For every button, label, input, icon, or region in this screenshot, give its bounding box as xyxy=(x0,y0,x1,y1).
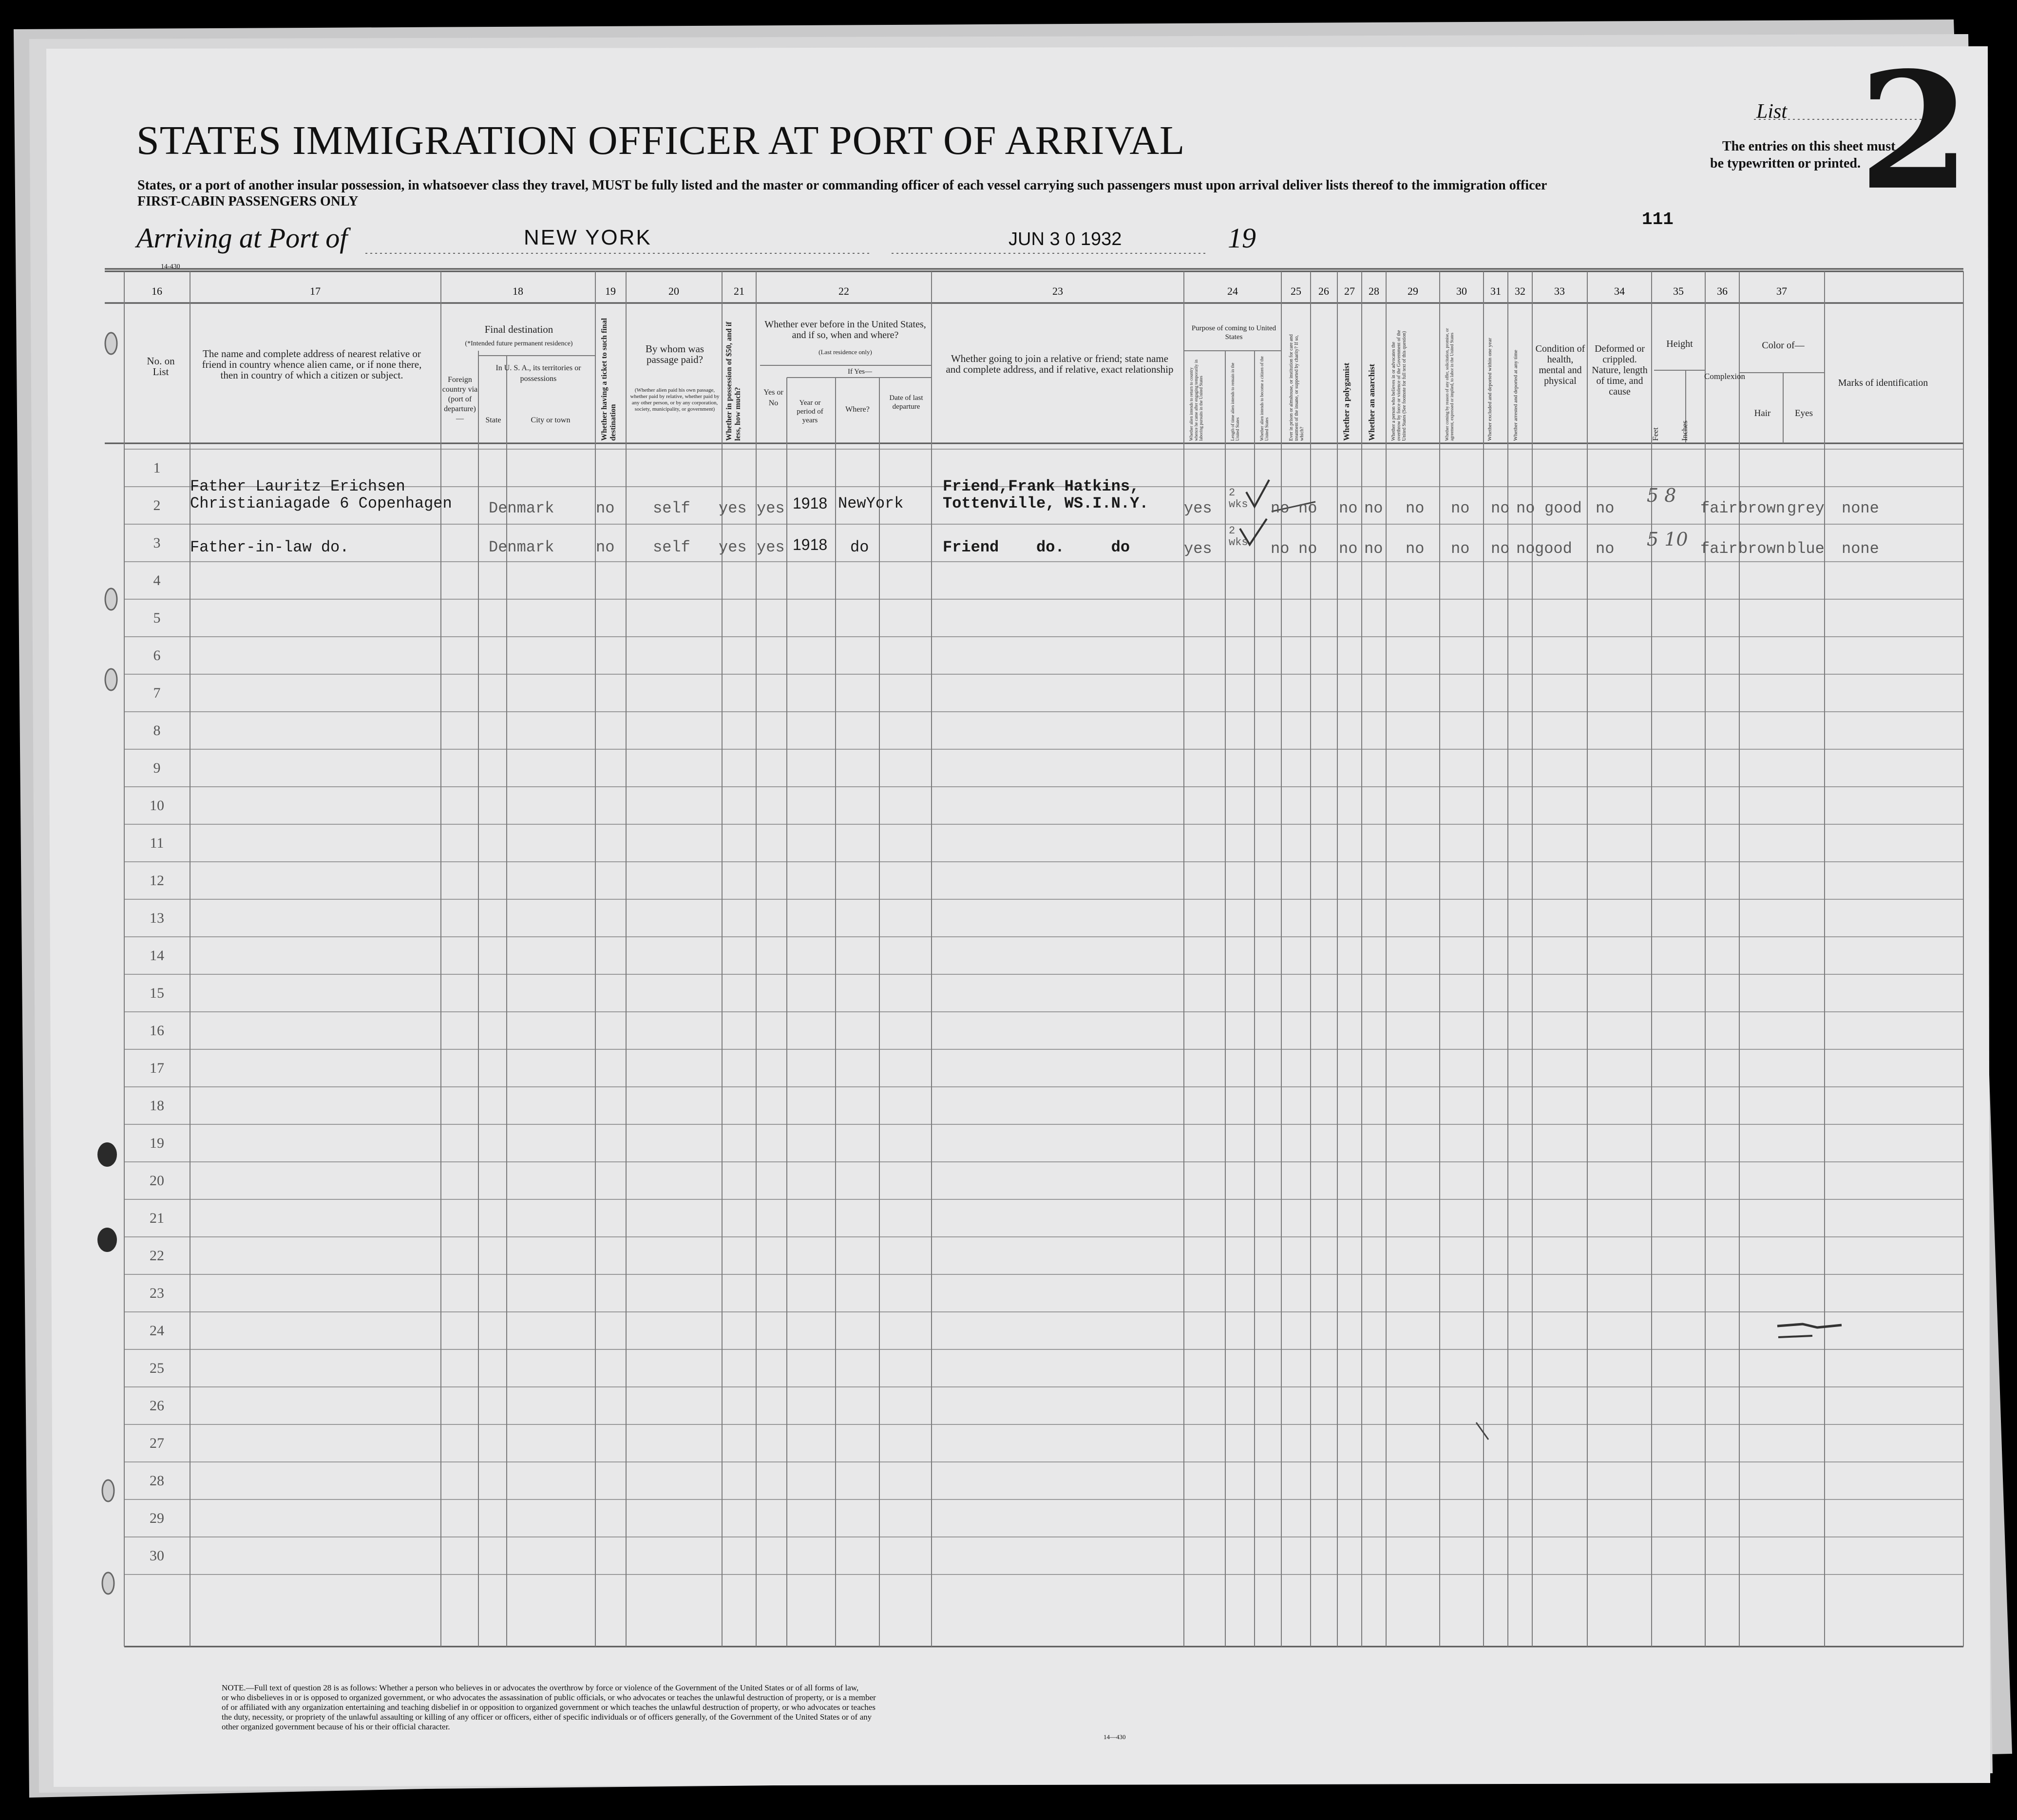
row-2-money: yes xyxy=(719,538,747,556)
heading-where: Where? xyxy=(845,405,870,414)
column-number: 25 xyxy=(1291,285,1301,297)
heading-state: State xyxy=(485,416,501,424)
column-number: 36 xyxy=(1717,285,1728,297)
footnote-line-5: other organized government because of his or their official character. xyxy=(222,1722,450,1731)
column-number: 27 xyxy=(1344,285,1355,297)
row-number: 11 xyxy=(150,835,164,851)
row-1-q28: no xyxy=(1406,499,1425,517)
row-number: 20 xyxy=(150,1173,164,1189)
row-number: 29 xyxy=(150,1510,164,1526)
footer-form-code: 14—430 xyxy=(1104,1733,1126,1741)
row-2-anarchist: no xyxy=(1364,540,1383,558)
row-2-marks: none xyxy=(1842,540,1879,558)
row-1-health: good xyxy=(1544,499,1582,517)
heading-yes-no: Yes or No xyxy=(763,388,783,407)
heading-marks: Marks of identification xyxy=(1838,378,1928,388)
heading-overthrow: Whether a person who believes in or advocates the overthrow by force or violence of the Government of the United States (See footnote for full text of this question) xyxy=(1391,330,1407,441)
page-title: STATES IMMIGRATION OFFICER AT PORT OF ARRIVAL xyxy=(136,118,1185,163)
column-number: 18 xyxy=(513,285,523,297)
row-2-foreign-country: Denmark xyxy=(489,538,554,556)
column-number: 35 xyxy=(1673,285,1684,297)
heading-foreign-country: Foreign country via (port of departure)— xyxy=(442,376,478,423)
column-number: 21 xyxy=(734,285,744,297)
row-number: 12 xyxy=(150,872,164,889)
footnote-line-1: NOTE.—Full text of question 28 is as follows: Whether a person who believes in or advocates the overthrow by force or violence of the Government of the United States or of all forms of law, xyxy=(222,1683,859,1692)
heading-color-of: Color of— xyxy=(1762,340,1805,351)
row-number: 8 xyxy=(153,722,161,739)
row-1-q30: no xyxy=(1491,499,1510,517)
column-number: 23 xyxy=(1052,285,1063,297)
heading-polygamist: Whether a polygamist xyxy=(1342,362,1351,441)
column-number: 30 xyxy=(1456,285,1467,297)
column-number: 22 xyxy=(838,285,849,297)
row-number: 7 xyxy=(153,685,161,701)
row-1-q29: no xyxy=(1451,499,1470,517)
row-2-q31: no xyxy=(1516,540,1535,558)
row-number: 22 xyxy=(150,1248,164,1264)
row-2-before-yes: yes xyxy=(757,538,785,556)
paper-sheet xyxy=(46,46,1990,1787)
row-2-prison: no xyxy=(1298,540,1317,558)
row-1-paid-by: self xyxy=(653,499,690,517)
heading-eyes: Eyes xyxy=(1795,408,1813,418)
heading-passage-paid: By whom was passage paid? xyxy=(645,343,704,365)
row-2-q28: no xyxy=(1406,540,1425,558)
row-number: 23 xyxy=(150,1285,164,1301)
row-2-length: 2 wks xyxy=(1229,525,1248,549)
row-1-q31: no xyxy=(1516,499,1535,517)
column-number: 31 xyxy=(1490,285,1501,297)
arrival-date-stamp: JUN 3 0 1932 xyxy=(1008,229,1122,249)
footnote-line-2: or who disbelieves in or is opposed to organized government, or who advocates the assassination of public officials, or who advocates or teaches the unlawful destruction of property, or is a member xyxy=(222,1693,876,1702)
entries-note-1: The entries on this sheet must xyxy=(1722,139,1896,154)
row-1-relative-name: Father Lauritz Erichsen xyxy=(190,477,405,495)
row-number: 24 xyxy=(150,1323,164,1339)
row-1-joining-address: Tottenville, WS.I.N.Y. xyxy=(943,494,1149,512)
column-number: 34 xyxy=(1614,285,1625,297)
row-2-where: do xyxy=(850,538,869,556)
heading-become-citizen: Whether alien intends to become a citizen of the United States xyxy=(1259,356,1269,441)
row-number: 30 xyxy=(150,1548,164,1564)
passenger-class: FIRST-CABIN PASSENGERS ONLY xyxy=(137,194,359,209)
heading-excluded: Whether excluded and deported within one year xyxy=(1487,338,1493,441)
row-number: 10 xyxy=(150,797,164,814)
heading-arrested: Whether arrested and deported at any time xyxy=(1513,350,1519,441)
heading-going-to-join: Whether going to join a relative or friend; state name and complete address, and if relative, exact relationship xyxy=(946,353,1174,375)
row-1-year: 1918 xyxy=(793,494,828,512)
row-number: 21 xyxy=(150,1210,164,1226)
heading-prison: Ever in prison or almshouse, or institution for care and treatment of the insane, or supported by charity? If so, which? xyxy=(1289,334,1305,441)
column-number: 37 xyxy=(1776,285,1787,297)
page-number: 111 xyxy=(1642,209,1674,229)
heading-final-destination: Final destination xyxy=(484,323,553,335)
row-2-eyes: blue xyxy=(1787,540,1825,558)
heading-in-usa: In U. S. A., its territories or possessions xyxy=(495,364,581,383)
footnote-line-4: the duty, necessity, or propriety of the unlawful assaulting or killing of any officer or officers, either of specific individuals or of officers generally, of the Government of the United States or of any xyxy=(222,1712,872,1722)
heading-city: City or town xyxy=(531,416,571,424)
column-number: 32 xyxy=(1515,285,1525,297)
row-1-height: 5 8 xyxy=(1647,485,1676,506)
row-number: 13 xyxy=(150,910,164,926)
row-1-relative-address: Christianiagade 6 Copenhagen xyxy=(190,494,452,512)
row-number: 16 xyxy=(150,1023,164,1039)
row-1-before-yes: yes xyxy=(757,499,785,517)
heading-before-in-us: Whether ever before in the United States, and if so, when and where? xyxy=(764,319,926,341)
column-number: 26 xyxy=(1318,285,1329,297)
heading-health: Condition of health, mental and physical xyxy=(1535,343,1585,386)
heading-feet: Feet xyxy=(1652,427,1660,441)
row-2-paid-by: self xyxy=(653,538,690,556)
row-2-q29: no xyxy=(1451,540,1470,558)
row-1-polygamist: no xyxy=(1339,499,1358,517)
row-1-joining-name: Friend,Frank Hatkins, xyxy=(943,477,1140,495)
heading-deformed: Deformed or crippled. Nature, length of time, and cause xyxy=(1592,343,1648,397)
column-number: 28 xyxy=(1369,285,1379,297)
row-number: 27 xyxy=(150,1435,164,1451)
row-2-relative: Father-in-law do. xyxy=(190,538,349,556)
row-number: 2 xyxy=(153,497,161,513)
row-number: 15 xyxy=(150,985,164,1001)
row-number: 6 xyxy=(153,647,161,664)
heading-inches: Inches xyxy=(1681,420,1689,441)
row-2-q30: no xyxy=(1491,540,1510,558)
row-2-citizen: no xyxy=(1271,540,1290,558)
row-number: 5 xyxy=(153,610,161,626)
row-2-year: 1918 xyxy=(793,536,828,553)
row-1-foreign-country: Denmark xyxy=(489,499,554,517)
list-label: List xyxy=(1756,100,1788,123)
row-2-return: yes xyxy=(1184,540,1212,558)
heading-fifty-dollars: Whether in possession of $50, and if less, how much? xyxy=(725,322,742,441)
heading-ticket: Whether having a ticket to such final destination xyxy=(600,318,617,441)
heading-hair: Hair xyxy=(1754,408,1771,418)
row-1-return: yes xyxy=(1184,499,1212,517)
row-2-joining: Friend do. do xyxy=(943,538,1130,556)
row-1-citizen: no xyxy=(1271,499,1290,517)
row-1-hair: brown xyxy=(1738,499,1786,517)
row-2-hair: brown xyxy=(1738,540,1786,558)
instructions-line: States, or a port of another insular possession, in whatsoever class they travel, MUST be fully listed and the master or commanding officer of each vessel carrying such passengers must upon arrival deliver lists thereof to the immigration officer xyxy=(137,178,1547,193)
row-2-polygamist: no xyxy=(1339,540,1358,558)
row-2-ticket: no xyxy=(596,538,615,556)
heading-height: Height xyxy=(1666,339,1693,349)
row-1-complexion: fair xyxy=(1700,499,1738,517)
row-number: 4 xyxy=(153,572,161,588)
column-number: 16 xyxy=(152,285,162,297)
row-number: 18 xyxy=(150,1098,164,1114)
row-number: 17 xyxy=(150,1060,164,1076)
list-number-stamp: 2 xyxy=(1859,37,1971,226)
row-number: 3 xyxy=(153,535,161,551)
row-1-prison: no xyxy=(1298,499,1317,517)
row-1-marks: none xyxy=(1842,499,1879,517)
heading-anarchist: Whether an anarchist xyxy=(1367,363,1376,441)
form-code: 14-430 xyxy=(161,263,180,270)
row-1-ticket: no xyxy=(596,499,615,517)
footnote-line-3: of or affiliated with any organization entertaining and teaching disbelief in or opposition to organized government or which teaches the unlawful destruction of property, or who advocates or teaches xyxy=(222,1703,875,1712)
row-2-health: good xyxy=(1535,540,1572,558)
heading-nearest-relative: The name and complete address of nearest relative or friend in country whence alien came, or if none there, then in country of which a citizen or subject. xyxy=(202,348,422,381)
port-name: NEW YORK xyxy=(524,226,652,249)
row-1-where: NewYork xyxy=(838,494,904,512)
column-number: 17 xyxy=(310,285,321,297)
entries-note-2: be typewritten or printed. xyxy=(1710,156,1861,171)
row-2-deformed: no xyxy=(1596,540,1615,558)
row-number: 14 xyxy=(150,948,164,964)
row-number: 26 xyxy=(150,1398,164,1414)
heading-if-yes: If Yes— xyxy=(847,368,872,376)
column-number: 24 xyxy=(1227,285,1238,297)
row-number: 9 xyxy=(153,760,161,776)
column-number: 29 xyxy=(1408,285,1418,297)
row-1-deformed: no xyxy=(1596,499,1615,517)
column-number: 19 xyxy=(605,285,616,297)
heading-final-destination-sub: (*Intended future permanent residence) xyxy=(465,340,573,347)
row-2-complexion: fair xyxy=(1700,540,1738,558)
heading-before-sub: (Last residence only) xyxy=(818,348,872,356)
row-1-length: 2 wks xyxy=(1229,487,1248,511)
heading-year: Year or period of years xyxy=(797,399,823,424)
arriving-label: Arriving at Port of xyxy=(136,222,348,254)
heading-date-departure: Date of last departure xyxy=(889,394,923,411)
heading-passage-paid-sub: (Whether alien paid his own passage, whether paid by relative, whether paid by any other person, or by any corporation, society, municipality, or government) xyxy=(630,387,720,412)
heading-length-stay: Length of time alien intends to remain in the United States xyxy=(1230,362,1240,441)
row-number: 25 xyxy=(150,1360,164,1376)
year-prefix: 19 xyxy=(1228,222,1256,254)
row-number: 1 xyxy=(153,460,161,476)
row-number: 19 xyxy=(150,1135,164,1151)
row-1-money: yes xyxy=(719,499,747,517)
heading-return: Whether alien intends to return to country whence he came after engaging temporarily in laboring pursuits in the United States xyxy=(1189,360,1203,441)
row-1-eyes: grey xyxy=(1787,499,1825,517)
heading-purpose: Purpose of coming to United States xyxy=(1191,324,1276,341)
row-1-anarchist: no xyxy=(1364,499,1383,517)
column-number: 33 xyxy=(1554,285,1565,297)
row-2-height: 5 10 xyxy=(1647,529,1688,550)
heading-no-on-list: No. on List xyxy=(147,355,175,378)
column-number: 20 xyxy=(668,285,679,297)
heading-labor-offer: Whether coming by reason of any offer, solicitation, promise, or agreement, expressed or implied, to labor in the United States xyxy=(1445,328,1454,441)
heading-complexion: Complexion xyxy=(1704,372,1746,381)
row-number: 28 xyxy=(150,1473,164,1489)
